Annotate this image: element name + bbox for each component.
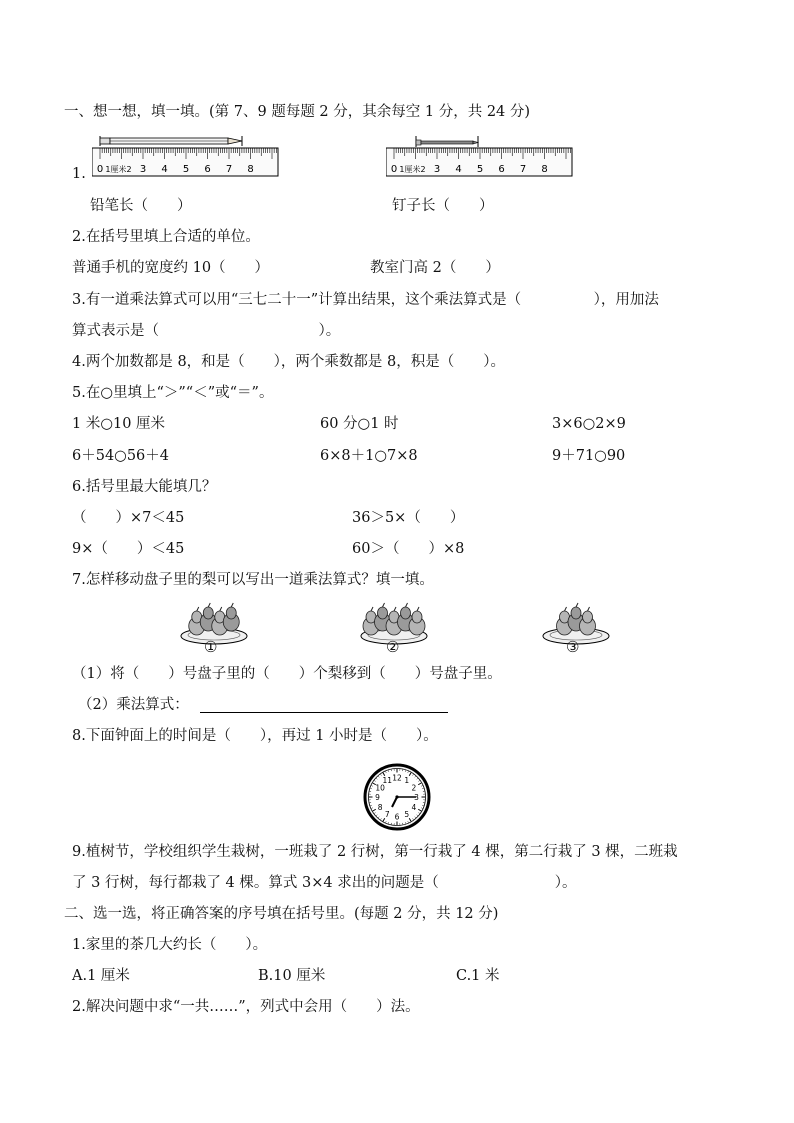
q6-item: 9×（ ）＜45	[72, 541, 185, 557]
clock-number: 6	[394, 812, 400, 822]
q1-number: 1.	[72, 166, 86, 182]
ruler-tick-label: 1厘米2	[105, 165, 132, 174]
pencil-ruler-figure	[92, 132, 280, 178]
ruler-tick-label: 7	[519, 164, 527, 175]
q5-item: 3×6○2×9	[552, 416, 626, 432]
ruler-tick-label: 0	[390, 164, 398, 175]
plate-label-1: ①	[204, 638, 218, 656]
q6-item: （ ）×7＜45	[72, 510, 185, 526]
pencil-icon	[100, 136, 242, 146]
ruler-tick-label: 3	[139, 164, 147, 175]
q2-title: 2.在括号里填上合适的单位。	[72, 229, 260, 245]
q4-text: 4.两个加数都是 8，和是（ ），两个乘数都是 8，积是（ ）。	[72, 354, 506, 370]
ruler-tick-label: 0	[96, 164, 104, 175]
ruler-tick-label: 5	[182, 164, 190, 175]
ruler-tick-label: 7	[225, 164, 233, 175]
ruler-tick-label: 4	[161, 164, 168, 175]
clock-number: 2	[411, 783, 417, 793]
ruler-tick-label: 6	[498, 164, 505, 175]
s2-q2-text: 2.解决问题中求“一共……”，列式中会用（ ）法。	[72, 999, 420, 1015]
ruler-tick-label: 6	[204, 164, 211, 175]
plate-label-3: ③	[566, 638, 580, 656]
clock-number: 4	[411, 802, 417, 812]
ruler-tick-label: 8	[247, 164, 254, 175]
q9-line1: 9.植树节，学校组织学生栽树，一班栽了 2 行树，第一行栽了 4 棵，第二行栽了 3 棵，二班栽	[72, 844, 678, 860]
s2-q1-option-a: A.1 厘米	[72, 968, 130, 984]
s2-q1-option-b: B.10 厘米	[258, 968, 326, 984]
q5-item: 6＋54○56＋4	[72, 448, 170, 464]
section2-heading: 二、选一选，将正确答案的序号填在括号里。(每题 2 分，共 12 分)	[64, 906, 499, 922]
ruler-tick-label: 8	[541, 164, 548, 175]
s2-q1-option-c: C.1 米	[456, 968, 500, 984]
q6-item: 60＞（ ）×8	[352, 541, 465, 557]
clock-number: 8	[377, 802, 383, 812]
ruler-tick-label: 1厘米2	[399, 165, 426, 174]
ruler-tick-label: 3	[433, 164, 441, 175]
pear-icon	[223, 603, 239, 631]
nail-ruler-figure	[386, 132, 574, 178]
q5-title: 5.在○里填上“＞”“＜”或“＝”。	[72, 385, 274, 401]
plate-label-2: ②	[386, 638, 400, 656]
q9-line2: 了 3 行树，每行都栽了 4 棵。算式 3×4 求出的问题是（ ）。	[72, 875, 577, 891]
q3-line1: 3.有一道乘法算式可以用“三七二十一”计算出结果，这个乘法算式是（ ），用加法	[72, 292, 659, 308]
q7-answer-line[interactable]	[200, 712, 448, 713]
pear-icon	[409, 607, 425, 635]
pencil-length-prompt: 铅笔长（ ）	[90, 198, 192, 214]
s2-q1-text: 1.家里的茶几大约长（ ）。	[72, 937, 268, 953]
q5-item: 1 米○10 厘米	[72, 416, 166, 432]
q5-item: 60 分○1 时	[320, 416, 399, 432]
q2-part-b: 教室门高 2（ ）	[370, 260, 500, 276]
section1-heading: 一、想一想，填一填。(第 7、9 题每题 2 分，其余每空 1 分，共 24 分)	[64, 104, 531, 120]
clock-number: 3	[414, 793, 419, 802]
clock-number: 11	[382, 776, 393, 786]
clock-number: 12	[392, 773, 402, 783]
clock-number: 1	[404, 776, 410, 786]
q5-item: 6×8＋1○7×8	[320, 448, 418, 464]
ruler-tick-label: 4	[455, 164, 462, 175]
clock-number: 5	[404, 809, 410, 819]
q6-item: 36＞5×（ ）	[352, 510, 465, 526]
clock-figure	[362, 762, 432, 832]
q3-line2: 算式表示是（ ）。	[72, 323, 341, 339]
q7-part2: （2）乘法算式：	[78, 697, 189, 713]
q6-title: 6.括号里最大能填几？	[72, 479, 217, 495]
q7-part1: （1）将（ ）号盘子里的（ ）个梨移到（ ）号盘子里。	[72, 666, 502, 682]
q5-item: 9＋71○90	[552, 448, 626, 464]
clock-number: 7	[384, 809, 390, 819]
pear-icon	[580, 607, 596, 635]
ruler-tick-label: 5	[476, 164, 484, 175]
clock-number: 9	[375, 793, 380, 802]
q2-part-a: 普通手机的宽度约 10（ ）	[72, 260, 270, 276]
nail-length-prompt: 钉子长（ ）	[392, 198, 494, 214]
q8-text: 8.下面钟面上的时间是（ ），再过 1 小时是（ ）。	[72, 728, 438, 744]
clock-number: 10	[375, 783, 385, 793]
nail-icon	[416, 136, 478, 147]
q7-title: 7.怎样移动盘子里的梨可以写出一道乘法算式？填一填。	[72, 572, 434, 588]
